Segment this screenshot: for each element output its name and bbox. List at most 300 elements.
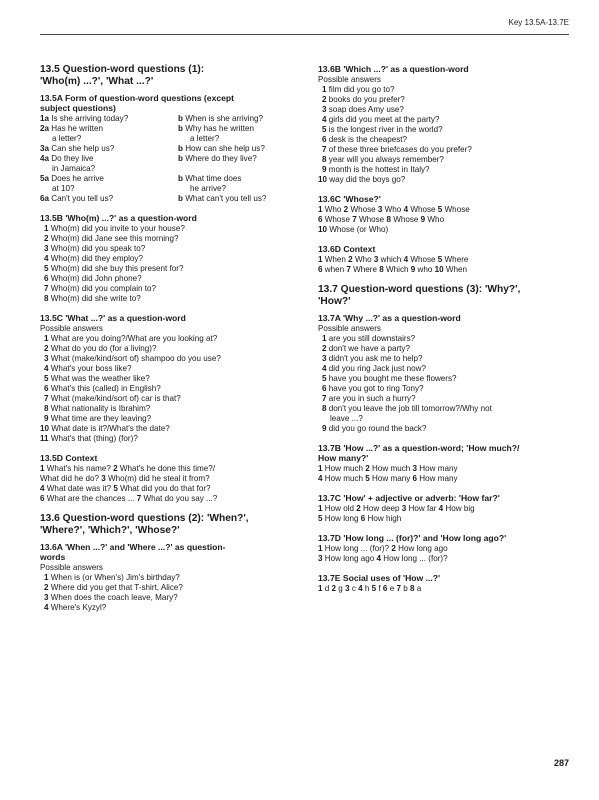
item-number: 7	[44, 284, 51, 293]
section-13-7c-heading: 13.7C 'How' + adjective or adverb: 'How far?'	[318, 493, 500, 503]
item-text: What did he do?	[40, 474, 102, 483]
answer-cell-b	[178, 194, 302, 204]
item-text: How much	[372, 464, 413, 473]
item-number: 1	[318, 544, 325, 553]
cell-line	[178, 174, 302, 184]
answer-item	[40, 434, 302, 444]
item-text: Whose	[358, 215, 387, 224]
item-text: have you got to ring Tony?	[328, 384, 424, 393]
item-text: How much	[324, 464, 366, 473]
answer-row	[40, 154, 302, 174]
item-number: 7	[322, 145, 329, 154]
answer-cell-a	[40, 154, 178, 174]
section-13-6b-heading: 13.6B 'Which ...?' as a question-word	[318, 64, 469, 74]
item-number: 1	[322, 334, 329, 343]
item-number: 7	[352, 215, 359, 224]
item-number: 7	[396, 584, 404, 593]
running-head: Key 13.5A-13.7E	[508, 18, 569, 27]
answer-cell-b	[178, 144, 302, 154]
section-13-7-heading: 13.7 Question-word questions (3): 'Why?', 'How?'	[318, 284, 521, 307]
item-number: 6	[44, 274, 51, 283]
item-text: Whose	[393, 215, 421, 224]
item-text: don't we have a party?	[328, 344, 410, 353]
section-13-7e	[318, 573, 570, 594]
item-text: Who	[427, 215, 445, 224]
item-text: What's he done this time?/	[119, 464, 215, 473]
answer-item	[318, 165, 570, 175]
item-text: Does he arrive	[51, 174, 104, 183]
item-number: 1a	[40, 114, 52, 123]
answer-item	[40, 264, 302, 274]
item-text: Is she arriving today?	[51, 114, 129, 123]
item-text: soap does Amy use?	[328, 105, 404, 114]
answer-item	[40, 364, 302, 374]
item-text: leave ...?	[330, 414, 363, 423]
answer-lines	[40, 464, 302, 504]
item-number: 6	[318, 265, 325, 274]
item-text: girls did you meet at the party?	[328, 115, 440, 124]
item-text: b	[403, 584, 410, 593]
item-number: 7	[136, 494, 144, 503]
answer-line	[318, 255, 570, 265]
answer-cell-a	[40, 194, 178, 204]
answer-item	[40, 234, 302, 244]
section-13-5d	[40, 453, 302, 504]
answer-item	[40, 244, 302, 254]
answer-list	[40, 334, 302, 444]
item-text: Whose	[410, 255, 438, 264]
section-13-6d	[318, 244, 570, 275]
item-text: When	[324, 255, 349, 264]
item-number: 2	[322, 95, 329, 104]
answer-item	[40, 424, 302, 434]
item-number: 2	[331, 584, 339, 593]
item-number: 5	[371, 584, 379, 593]
answer-pairs	[318, 584, 570, 594]
answer-line	[318, 544, 570, 554]
item-number: 7	[44, 394, 51, 403]
item-text: he arrive?	[190, 184, 226, 193]
answer-line	[40, 484, 302, 494]
answer-item	[40, 573, 302, 583]
answer-item	[318, 135, 570, 145]
item-text: month is the hottest in Italy?	[328, 165, 430, 174]
answer-item	[318, 384, 570, 394]
item-number: 7	[346, 265, 354, 274]
item-number: 10	[434, 265, 446, 274]
item-number: 8	[322, 404, 329, 413]
item-number: 3	[322, 105, 329, 114]
answer-row	[40, 194, 302, 204]
item-number: 4	[40, 484, 47, 493]
item-text: Where's Kyzyl?	[50, 603, 107, 612]
item-number: 3	[318, 554, 325, 563]
cell-line	[40, 194, 178, 204]
answer-item	[40, 384, 302, 394]
answer-item	[318, 145, 570, 155]
item-text: who	[417, 265, 435, 274]
item-text: Whose (or Who)	[329, 225, 389, 234]
answer-lines	[318, 255, 570, 275]
item-number: 2a	[40, 124, 52, 133]
possible-answers-label: Possible answers	[40, 324, 103, 333]
item-number: 4	[44, 364, 51, 373]
possible-answers-label: Possible answers	[318, 75, 381, 84]
section-13-5c-heading: 13.5C 'What ...?' as a question-word	[40, 313, 186, 323]
item-number: 4	[403, 205, 411, 214]
item-number: 4a	[40, 154, 52, 163]
answer-line	[318, 215, 570, 225]
item-text: What date is it?/What's the date?	[51, 424, 170, 433]
section-13-7d	[318, 533, 570, 564]
section-13-6a	[40, 542, 302, 613]
item-number: 2	[348, 255, 355, 264]
answer-line	[318, 474, 570, 484]
section-13-7b	[318, 443, 570, 484]
item-number: 1	[318, 504, 325, 513]
item-number: 1	[44, 334, 51, 343]
answer-line	[318, 464, 570, 474]
item-number: 8	[379, 265, 386, 274]
item-text: When does the coach leave, Mary?	[50, 593, 178, 602]
item-number: b	[178, 174, 186, 183]
answer-item	[40, 583, 302, 593]
item-number: 1	[318, 584, 325, 593]
item-number: 4	[438, 504, 446, 513]
answer-item	[318, 125, 570, 135]
item-number: 2	[356, 504, 364, 513]
item-text: h	[364, 584, 372, 593]
item-number: 6	[360, 514, 368, 523]
section-13-6b	[318, 64, 570, 185]
answer-item	[40, 354, 302, 364]
answer-cell-a	[40, 114, 178, 124]
item-number: 2	[113, 464, 120, 473]
item-text: year will you always remember?	[328, 155, 444, 164]
header-rule	[40, 34, 569, 35]
item-text: are you in such a hurry?	[328, 394, 416, 403]
answer-line	[318, 504, 570, 514]
item-text: Whose	[410, 205, 438, 214]
item-text: When	[445, 265, 468, 274]
item-text: Who	[384, 205, 404, 214]
answer-list	[40, 224, 302, 304]
left-column	[40, 64, 302, 622]
item-text: How long	[324, 514, 361, 523]
item-number: 1	[40, 464, 47, 473]
item-text: Can't you tell us?	[51, 194, 114, 203]
item-text: How long ... (for)?	[383, 554, 448, 563]
item-number: 5	[322, 125, 329, 134]
item-number: 6	[40, 494, 47, 503]
item-text: g	[338, 584, 346, 593]
item-number: 1	[318, 205, 325, 214]
item-text: don't you leave the job till tomorrow?/Why not	[328, 404, 492, 413]
item-number: 11	[40, 434, 51, 443]
answer-item	[40, 404, 302, 414]
item-number: 5	[365, 474, 373, 483]
item-number: 5	[44, 374, 51, 383]
answer-row	[40, 144, 302, 154]
item-text: didn't you ask me to help?	[328, 354, 423, 363]
item-number: 4	[376, 554, 384, 563]
answer-item	[40, 224, 302, 234]
item-text: way did the boys go?	[329, 175, 406, 184]
item-text: d	[324, 584, 332, 593]
item-number: 5	[318, 514, 325, 523]
possible-answers-label: Possible answers	[40, 563, 103, 572]
answer-item	[40, 603, 302, 613]
answer-item	[318, 175, 570, 185]
item-number: 2	[322, 344, 329, 353]
item-text: Do they live	[51, 154, 94, 163]
item-number: 10	[40, 424, 52, 433]
item-text: What's that (thing) (for)?	[50, 434, 138, 443]
item-number: 4	[403, 255, 411, 264]
item-text: in Jamaica?	[52, 164, 96, 173]
item-number: 9	[322, 424, 329, 433]
item-number: 8	[322, 155, 329, 164]
answer-item	[40, 344, 302, 354]
section-13-7e-heading: 13.7E Social uses of 'How ...?'	[318, 573, 441, 583]
item-text: How long ... (for)?	[324, 544, 392, 553]
item-text: Where	[444, 255, 469, 264]
cell-line	[40, 144, 178, 154]
item-text: a	[416, 584, 422, 593]
item-number: 4	[44, 254, 51, 263]
item-text: Who	[324, 205, 344, 214]
answer-lines	[318, 205, 570, 235]
answer-cell-b	[178, 174, 302, 194]
item-text: What (make/kind/sort of) car is that?	[50, 394, 181, 403]
item-number: 6	[382, 584, 390, 593]
item-number: 6	[412, 474, 420, 483]
answer-lines	[318, 464, 570, 484]
item-number: 2	[391, 544, 399, 553]
item-number: 5a	[40, 174, 52, 183]
item-text: Whose	[444, 205, 470, 214]
cell-line	[178, 154, 302, 164]
item-number: 1	[322, 85, 329, 94]
section-13-7d-heading: 13.7D 'How long ... (for)?' and 'How long ago?'	[318, 533, 507, 543]
answer-cell-b	[178, 114, 302, 124]
item-number: 8	[386, 215, 394, 224]
answer-line	[318, 205, 570, 215]
item-number: 3	[401, 504, 409, 513]
item-text: Who(m) did you complain to?	[50, 284, 157, 293]
item-text: have you bought me these flowers?	[328, 374, 457, 383]
answer-list	[318, 85, 570, 185]
answer-item	[40, 254, 302, 264]
answer-cell-a	[40, 144, 178, 154]
answer-line	[40, 494, 302, 504]
item-text: c	[351, 584, 359, 593]
item-number: 10	[318, 175, 330, 184]
answer-item	[40, 394, 302, 404]
item-number: 4	[318, 474, 325, 483]
item-text: Who(m) did you speak to?	[50, 244, 146, 253]
answer-item	[318, 374, 570, 384]
item-number: 6	[322, 135, 329, 144]
answer-line	[40, 474, 302, 484]
item-text: What was the weather like?	[50, 374, 150, 383]
section-13-5d-heading: 13.5D Context	[40, 453, 98, 463]
item-text: e	[389, 584, 397, 593]
item-text: How many	[372, 474, 413, 483]
item-text: Who(m) did you invite to your house?	[50, 224, 185, 233]
section-13-5b	[40, 213, 302, 304]
answer-item	[318, 155, 570, 165]
answer-item	[318, 95, 570, 105]
answer-line	[318, 225, 570, 235]
item-number: 3	[44, 244, 51, 253]
item-number: 2	[44, 583, 51, 592]
item-text: What do you do (for a living)?	[50, 344, 157, 353]
section-13-5a	[40, 93, 302, 204]
cell-line	[40, 134, 178, 144]
item-text: Who(m) did she write to?	[50, 294, 141, 303]
item-number: 8	[409, 584, 417, 593]
item-text: did you ring Jack just now?	[328, 364, 426, 373]
item-text: at 10?	[52, 184, 75, 193]
item-number: 2	[343, 205, 351, 214]
answer-line	[40, 464, 302, 474]
item-text: Which	[386, 265, 411, 274]
item-number: 5	[437, 255, 445, 264]
item-text: film did you go to?	[328, 85, 395, 94]
section-13-5a-heading: 13.5A Form of question-word questions (except subject questions)	[40, 93, 235, 113]
item-number: 3	[373, 255, 381, 264]
section-13-7b-heading: 13.7B 'How ...?' as a question-word; 'How much?/ How many?'	[318, 443, 520, 463]
answer-item	[318, 115, 570, 125]
answer-item	[318, 344, 570, 354]
cell-line	[178, 184, 302, 194]
item-text: is the longest river in the world?	[328, 125, 443, 134]
answer-row	[40, 124, 302, 144]
item-number: b	[178, 114, 186, 123]
item-text: f	[378, 584, 383, 593]
item-text: What date was it?	[46, 484, 114, 493]
item-number: 10	[318, 225, 330, 234]
section-13-6c-heading: 13.6C 'Whose?'	[318, 194, 381, 204]
item-number: 3	[101, 474, 108, 483]
item-text: a letter?	[52, 134, 82, 143]
answer-item	[40, 294, 302, 304]
answer-row	[40, 174, 302, 194]
item-number: 3a	[40, 144, 52, 153]
answer-line	[318, 265, 570, 275]
item-number: 3	[44, 354, 51, 363]
cell-line	[178, 134, 302, 144]
item-text: Can she help us?	[51, 144, 115, 153]
item-number: 5	[44, 264, 51, 273]
item-number: 2	[44, 344, 51, 353]
item-number: 9	[322, 165, 329, 174]
item-number: b	[178, 194, 186, 203]
item-text: How can she help us?	[185, 144, 265, 153]
item-text: When is (or When's) Jim's birthday?	[50, 573, 180, 582]
item-number: b	[178, 124, 186, 133]
answer-item	[40, 334, 302, 344]
answer-item	[40, 284, 302, 294]
answer-cell-b	[178, 154, 302, 174]
item-number: 3	[322, 354, 329, 363]
item-text: Who(m) did Jane see this morning?	[50, 234, 179, 243]
cell-line	[178, 194, 302, 204]
answer-list	[318, 334, 570, 434]
answer-cell-a	[40, 174, 178, 194]
item-number: 1	[44, 573, 51, 582]
item-number: 1	[44, 224, 51, 233]
page-number: 287	[553, 758, 569, 768]
item-text: When is she arriving?	[185, 114, 264, 123]
answer-item	[40, 593, 302, 603]
item-text: How long ago	[398, 544, 448, 553]
item-number: 6	[318, 215, 325, 224]
item-text: What do you say ...?	[143, 494, 218, 503]
item-text: What (make/kind/sort of) shampoo do you use?	[50, 354, 221, 363]
item-text: Who	[354, 255, 374, 264]
item-text: are you still downstairs?	[328, 334, 416, 343]
item-number: 5	[437, 205, 445, 214]
item-number: 9	[410, 265, 418, 274]
item-number: 8	[44, 294, 51, 303]
answer-grid	[40, 114, 302, 204]
item-text: What did you do that for?	[120, 484, 211, 493]
answer-item	[318, 424, 570, 434]
item-text: How long ago	[324, 554, 377, 563]
item-number: 1	[318, 464, 325, 473]
item-number: 6	[322, 384, 329, 393]
answer-cell-a	[40, 124, 178, 144]
answer-item	[318, 394, 570, 404]
answer-item	[318, 414, 570, 424]
answer-item	[318, 334, 570, 344]
item-text: What are you doing?/What are you looking at?	[50, 334, 218, 343]
item-number: b	[178, 154, 186, 163]
item-number: 7	[322, 394, 329, 403]
section-13-6d-heading: 13.6D Context	[318, 244, 376, 254]
cell-line	[178, 144, 302, 154]
answer-item	[318, 364, 570, 374]
cell-line	[40, 154, 178, 164]
cell-line	[40, 164, 178, 174]
answer-item	[40, 274, 302, 284]
section-13-5-heading: 13.5 Question-word questions (1): 'Who(m) ...?', 'What ...?'	[40, 64, 205, 87]
item-text: which	[380, 255, 404, 264]
answer-list	[40, 573, 302, 613]
item-number: 6	[44, 384, 51, 393]
item-text: What's his name?	[46, 464, 114, 473]
item-number: b	[178, 144, 186, 153]
answer-item	[40, 374, 302, 384]
item-text: Where do they live?	[185, 154, 257, 163]
item-text: Where	[353, 265, 380, 274]
item-text: Has he written	[51, 124, 103, 133]
cell-line	[40, 124, 178, 134]
item-text: How many	[419, 464, 458, 473]
answer-lines	[318, 544, 570, 564]
item-number: 3	[412, 464, 420, 473]
item-text: How old	[324, 504, 357, 513]
item-number: 4	[358, 584, 365, 593]
item-number: 5	[113, 484, 121, 493]
answer-line	[318, 554, 570, 564]
section-13-6-heading: 13.6 Question-word questions (2): 'When?', 'Where?', 'Which?', 'Whose?'	[40, 513, 249, 536]
item-text: desk is the cheapest?	[328, 135, 408, 144]
item-number: 4	[322, 115, 329, 124]
answer-item	[40, 414, 302, 424]
